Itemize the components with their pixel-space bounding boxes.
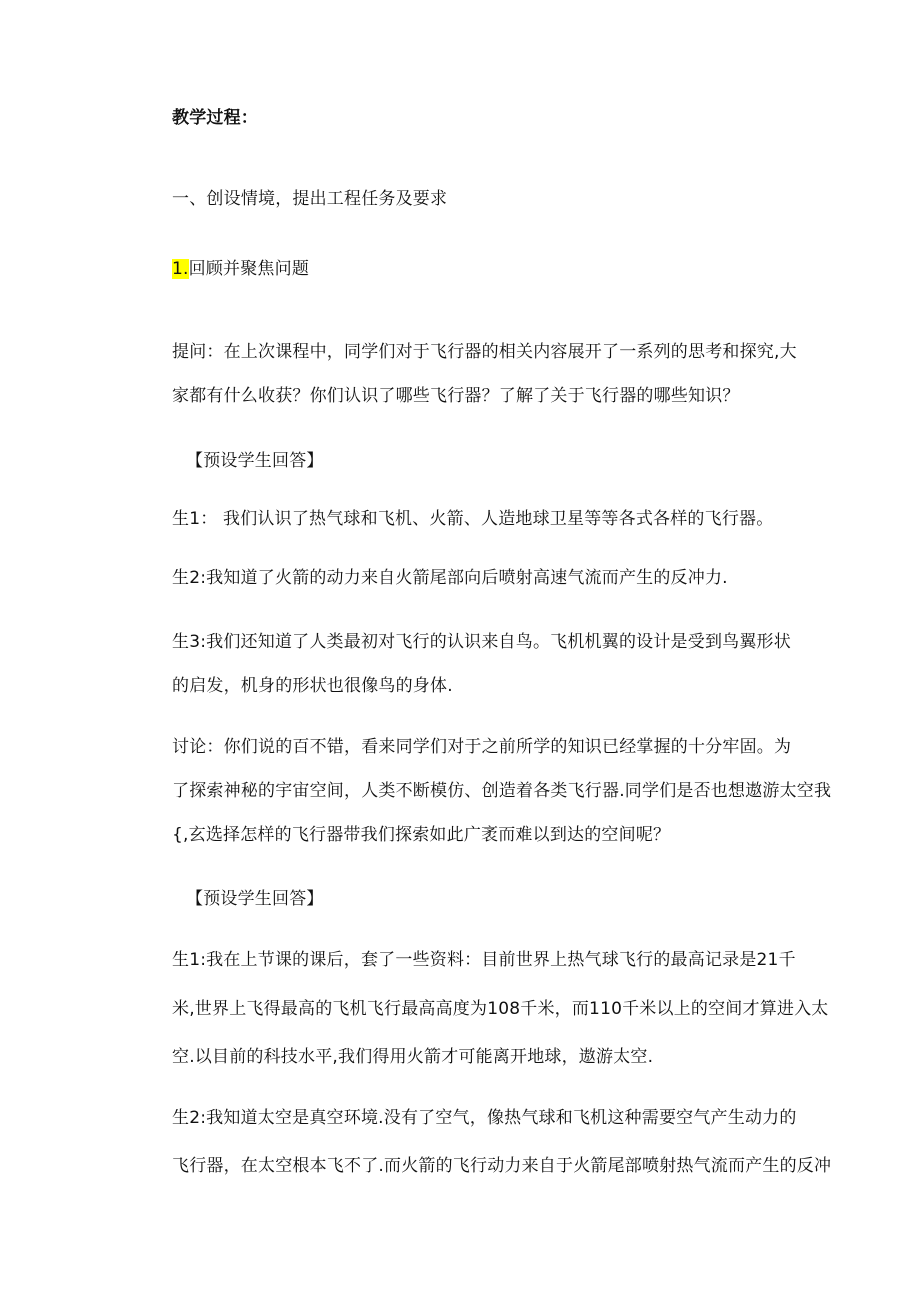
answer-paragraph-line-2: 的启发，机身的形状也很像鸟的身体. — [172, 676, 453, 696]
preset-answer-label: 【预设学生回答】 — [186, 451, 324, 471]
preset-answer-label: 【预设学生回答】 — [186, 889, 324, 909]
subsection-title-text: 回顾并聚焦问题 — [188, 259, 310, 279]
discussion-line-2: 了探索神秘的宇宙空间，人类不断模仿、创造着各类飞行器.同学们是否也想遨游太空我 — [172, 781, 832, 801]
subsection-title — [172, 257, 309, 281]
answer-paragraph: 生1： 我们认识了热气球和飞机、火箭、人造地球卫星等等各式各样的飞行器。 — [172, 509, 774, 529]
discussion-line-1: 讨论：你们说的百不错，看来同学们对于之前所学的知识已经掌握的十分牢固。为 — [172, 737, 792, 757]
subsection-number: 1. — [172, 259, 189, 279]
question-line-1: 提问：在上次课程中，同学们对于飞行器的相关内容展开了一系列的思考和探究,大 — [172, 342, 797, 362]
question-line-2: 家都有什么收获？你们认识了哪些飞行器？了解了关于飞行器的哪些知识？ — [172, 386, 740, 406]
answer-paragraph-line-1: 生2:我知道太空是真空环境.没有了空气，像热气球和飞机这种需要空气产生动力的 — [172, 1108, 797, 1128]
answer-paragraph: 生2:我知道了火箭的动力来自火箭尾部向后喷射高速气流而产生的反冲力. — [172, 568, 728, 588]
answer-paragraph-line-1: 生1:我在上节课的课后，套了一些资料：目前世界上热气球飞行的最高记录是21千 — [172, 950, 796, 970]
answer-paragraph-line-2: 米,世界上飞得最高的飞机飞行最高高度为108千米，而110千米以上的空间才算进入太 — [172, 999, 829, 1019]
answer-paragraph-line-3: 空.以目前的科技水平,我们得用火箭才可能离开地球，遨游太空. — [172, 1047, 654, 1067]
discussion-line-3: {,玄选择怎样的飞行器带我们探索如此广袤而难以到达的空间呢？ — [172, 825, 671, 845]
answer-paragraph-line-2: 飞行器，在太空根本飞不了.而火箭的飞行动力来自于火箭尾部喷射热气流而产生的反冲 — [172, 1156, 832, 1176]
answer-paragraph-line-1: 生3:我们还知道了人类最初对飞行的认识来自鸟。飞机机翼的设计是受到鸟翼形状 — [172, 632, 791, 652]
section-title: 一、创设情境，提出工程任务及要求 — [172, 189, 448, 209]
heading: 教学过程： — [172, 108, 258, 128]
